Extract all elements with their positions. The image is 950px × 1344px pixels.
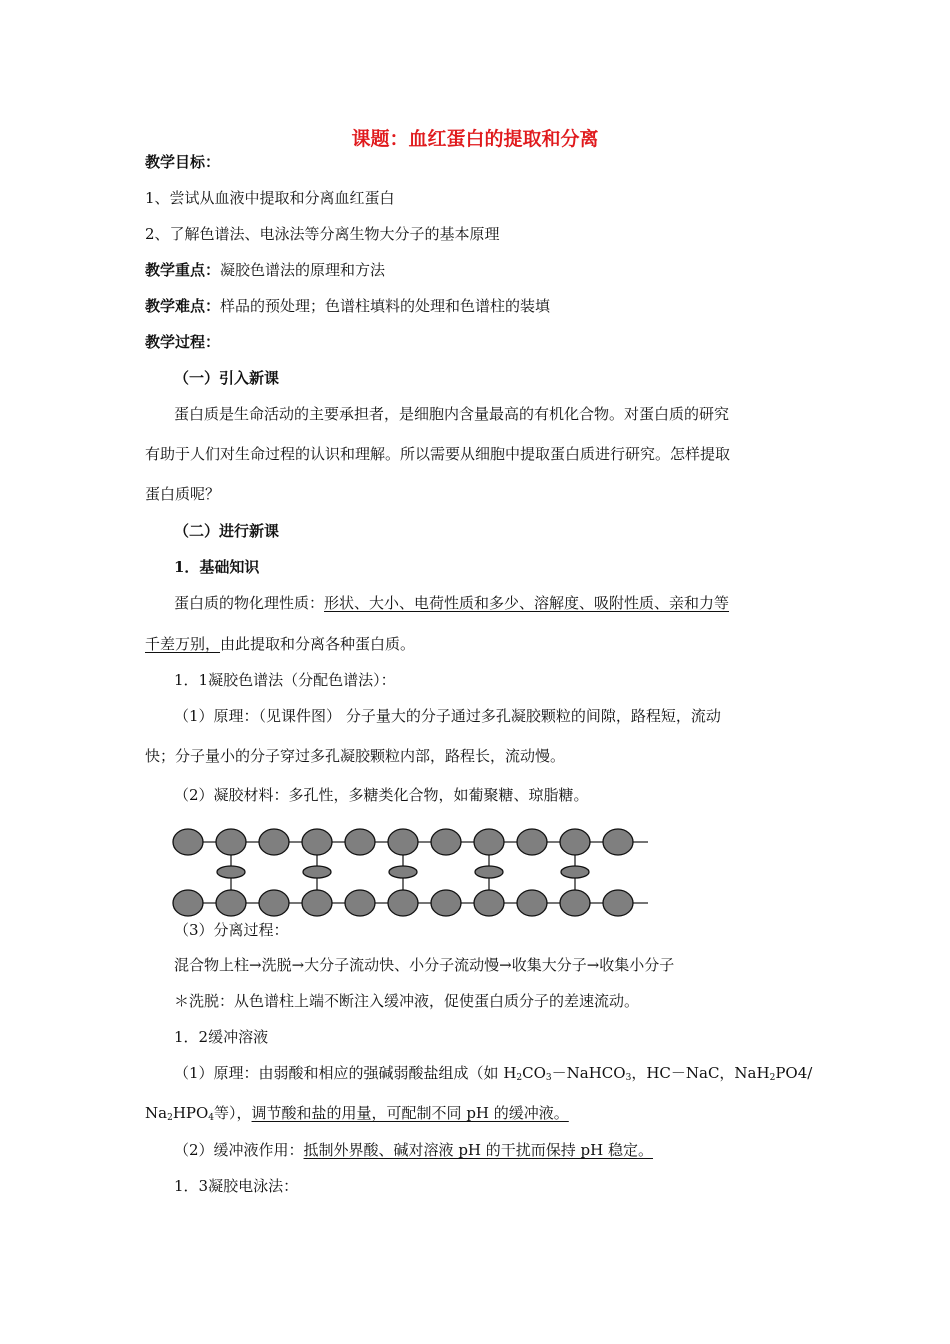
small-molecule — [389, 866, 417, 878]
buffer-sub-1: 2 — [516, 1073, 523, 1083]
principle-line-2: 快；分子量小的分子穿过多孔凝胶颗粒内部，路程长，流动慢。 — [145, 747, 566, 765]
buffer-function-label: （2）缓冲液作用： — [174, 1141, 304, 1159]
gel-bead — [474, 829, 504, 855]
intro-line-3: 蛋白质呢？ — [145, 485, 221, 503]
section-new-heading: （二）进行新课 — [174, 522, 280, 540]
buffer-function — [174, 1140, 653, 1160]
gel-bead — [431, 829, 461, 855]
gel-bead — [216, 890, 246, 916]
difficulty-label: 教学难点： — [145, 297, 221, 315]
small-molecule — [217, 866, 245, 878]
page-title: 课题：血红蛋白的提取和分离 — [351, 128, 599, 150]
gel-bead — [259, 890, 289, 916]
key-label: 教学重点： — [145, 261, 221, 279]
difficulty — [145, 296, 550, 316]
protein-property-line-2 — [145, 634, 415, 654]
property-label: 蛋白质的物化理性质： — [174, 594, 325, 612]
buffer-principle-line-1 — [174, 1063, 812, 1083]
buffer-text-a: （1）原理：由弱酸和相应的强碱弱酸盐组成（如 H — [174, 1064, 517, 1082]
key-text: 凝胶色谱法的原理和方法 — [220, 261, 386, 279]
protein-property-line-1 — [174, 593, 729, 613]
separation-heading: （3）分离过程： — [174, 921, 289, 939]
gel-bead — [388, 890, 418, 916]
gel-material: （2）凝胶材料：多孔性，多糖类化合物，如葡聚糖、琼脂糖。 — [174, 786, 589, 804]
gel-bead — [345, 829, 375, 855]
buffer2-text-b: HPO — [172, 1104, 209, 1122]
buffer-sub-2: 3 — [545, 1073, 552, 1083]
gel-bead — [603, 890, 633, 916]
gel-bead — [216, 829, 246, 855]
difficulty-text: 样品的预处理；色谱柱填料的处理和色谱柱的装填 — [220, 297, 551, 315]
property-underlined-2: 千差万别， — [145, 635, 221, 653]
gel-bead — [173, 890, 203, 916]
gel-bead — [259, 829, 289, 855]
goal-heading: 教学目标： — [145, 153, 221, 171]
basics-heading: 1．基础知识 — [174, 558, 260, 576]
gel-bead — [431, 890, 461, 916]
intro-line-1: 蛋白质是生命活动的主要承担者，是细胞内含量最高的有机化合物。对蛋白质的研究 — [174, 405, 730, 423]
intro-line-2: 有助于人们对生命过程的认识和理解。所以需要从细胞中提取蛋白质进行研究。怎样提取 — [145, 445, 731, 463]
section-intro-heading: （一）引入新课 — [174, 369, 280, 387]
buffer-sub-4: 2 — [769, 1073, 776, 1083]
separation-flow: 混合物上柱→洗脱→大分子流动快、小分子流动慢→收集大分子→收集小分子 — [174, 956, 675, 974]
buffer2-sub-1: 2 — [167, 1113, 173, 1123]
gel-bead — [560, 829, 590, 855]
electrophoresis-heading: 1．3凝胶电泳法： — [174, 1177, 299, 1195]
buffer2-sub-2: 4 — [208, 1113, 215, 1123]
gel-chromatography-heading: 1．1凝胶色谱法（分配色谱法）： — [174, 671, 396, 689]
buffer-heading: 1．2缓冲溶液 — [174, 1028, 269, 1046]
principle-line-1: （1）原理：（见课件图） 分子量大的分子通过多孔凝胶颗粒的间隙，路程短，流动 — [174, 707, 721, 725]
gel-bead — [517, 890, 547, 916]
key-point — [145, 260, 385, 280]
goal-item-1: 1、尝试从血液中提取和分离血红蛋白 — [145, 189, 395, 207]
gel-bead — [345, 890, 375, 916]
buffer2-text-a: Na — [145, 1104, 168, 1122]
property-tail: 由此提取和分离各种蛋白质。 — [220, 635, 416, 653]
buffer-function-underlined: 抵制外界酸、碱对溶液 pH 的干扰而保持 pH 稳定。 — [303, 1141, 653, 1159]
gel-bead — [173, 829, 203, 855]
elution-note: ＊洗脱：从色谱柱上端不断注入缓冲液，促使蛋白质分子的差速流动。 — [174, 992, 640, 1010]
gel-bead — [517, 829, 547, 855]
buffer-text-c: －NaHCO — [551, 1064, 626, 1082]
buffer-sub-3: 3 — [625, 1073, 632, 1083]
gel-bead-diagram — [170, 825, 690, 925]
small-molecule — [475, 866, 503, 878]
property-underlined-1: 形状、大小、电荷性质和多少、溶解度、吸附性质、亲和力等 — [324, 594, 730, 612]
process-heading: 教学过程： — [145, 333, 221, 351]
buffer-text-d: ，HC－NaC，NaH — [631, 1064, 770, 1082]
gel-bead — [560, 890, 590, 916]
buffer-text-e: PO4/ — [775, 1064, 813, 1082]
gel-bead — [388, 829, 418, 855]
buffer2-text-c: 等）， — [214, 1104, 252, 1122]
small-molecule — [561, 866, 589, 878]
buffer2-underlined: 调节酸和盐的用量，可配制不同 pH 的缓冲液。 — [251, 1104, 569, 1122]
gel-bead — [302, 890, 332, 916]
small-molecule — [303, 866, 331, 878]
gel-bead — [603, 829, 633, 855]
gel-bead — [302, 829, 332, 855]
buffer-principle-line-2 — [145, 1103, 569, 1123]
buffer-text-b: CO — [522, 1064, 546, 1082]
goal-item-2: 2、了解色谱法、电泳法等分离生物大分子的基本原理 — [145, 225, 500, 243]
gel-bead — [474, 890, 504, 916]
